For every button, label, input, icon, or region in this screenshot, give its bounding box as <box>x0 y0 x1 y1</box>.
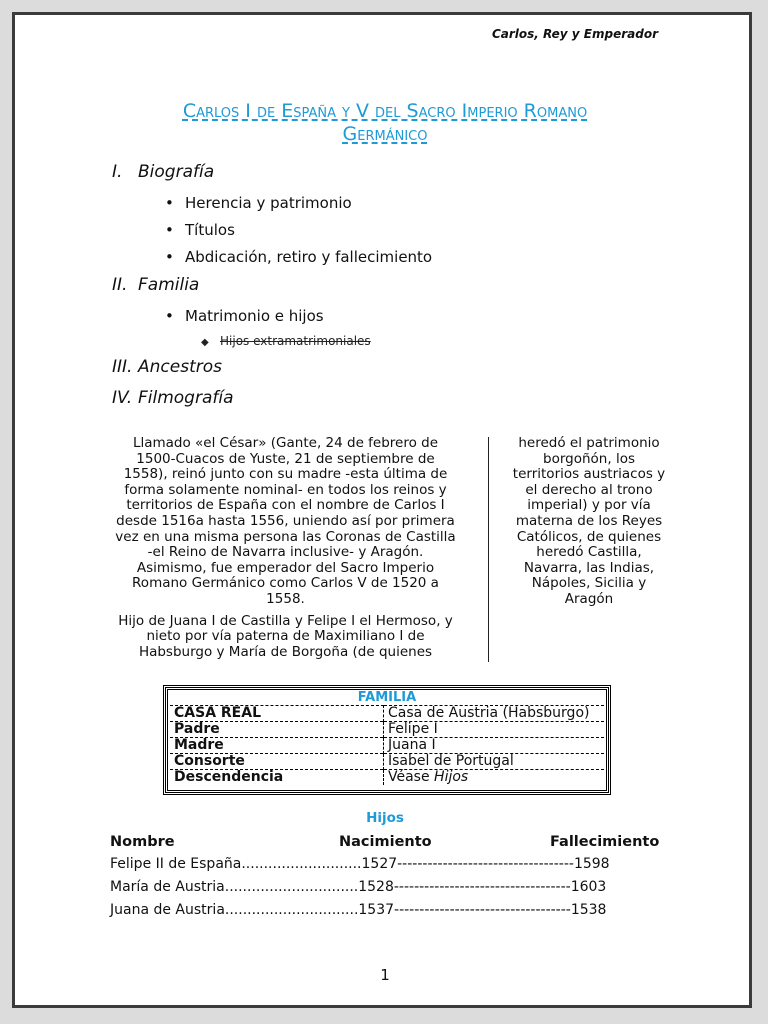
title-line-1[interactable]: Carlos I de España y V del Sacro Imperio Romano <box>182 100 588 122</box>
list-item: María de Austria..............................1528-----------------------------------1603 <box>110 879 607 895</box>
bullet-icon: • <box>165 307 174 325</box>
table-row <box>170 754 604 770</box>
familia-table <box>165 687 609 793</box>
toc-subitem-extramatrimoniales[interactable] <box>201 334 371 348</box>
toc-subitem-label: Hijos extramatrimoniales <box>220 334 371 348</box>
diamond-bullet-icon: ◆ <box>201 337 209 348</box>
toc-section-ancestros[interactable] <box>112 357 222 377</box>
table-value: Casa de Austria (Habsburgo) <box>384 706 605 722</box>
column-header-fallecimiento: Fallecimiento <box>550 834 660 850</box>
toc-item-herencia[interactable] <box>165 194 352 212</box>
table-row <box>170 706 604 722</box>
table-key: Madre <box>170 738 384 754</box>
page-title[interactable] <box>75 100 695 146</box>
section-label: Filmografía <box>138 388 234 408</box>
table-key: Consorte <box>170 754 384 770</box>
table-key: Descendencia <box>170 770 384 786</box>
hijos-heading: Hijos <box>366 810 404 826</box>
section-number: II. <box>112 275 128 295</box>
section-label: Ancestros <box>138 357 222 377</box>
toc-item-label: Abdicación, retiro y fallecimiento <box>185 248 433 266</box>
list-item: Felipe II de España...........................1527-----------------------------------1598 <box>110 856 610 872</box>
section-number: IV. <box>112 388 133 408</box>
section-label: Familia <box>138 275 200 295</box>
body-right-column: heredó el patrimonio borgoñón, los territorios austriacos y el derecho al trono imperial) y por vía materna de los Reyes Católicos, de quienes heredó Castilla, Navarra, las Indias, Nápoles, Sicilia y Aragón <box>512 435 666 607</box>
section-number: III. <box>112 357 133 377</box>
toc-item-matrimonio[interactable] <box>165 307 324 325</box>
hijos-link[interactable]: Hijos <box>434 769 469 785</box>
toc-item-label: Títulos <box>185 221 235 239</box>
toc-item-label: Matrimonio e hijos <box>185 307 324 325</box>
bullet-icon: • <box>165 194 174 212</box>
section-number: I. <box>112 162 123 182</box>
page-number: 1 <box>380 966 390 984</box>
body-left-column <box>113 436 458 666</box>
table-row <box>170 738 604 754</box>
table-value <box>384 770 605 786</box>
table-value: Juana I <box>384 738 605 754</box>
document-page <box>12 12 752 1008</box>
section-label: Biografía <box>138 162 215 182</box>
table-row <box>170 722 604 738</box>
toc-item-label: Herencia y patrimonio <box>185 194 352 212</box>
column-header-nombre: Nombre <box>110 834 175 850</box>
running-header: Carlos, Rey y Emperador <box>491 27 658 41</box>
body-paragraph: Hijo de Juana I de Castilla y Felipe I el Hermoso, y nieto por vía paterna de Maximiliano I de Habsburgo y María de Borgoña (de quienes <box>118 612 453 660</box>
table-key: Padre <box>170 722 384 738</box>
toc-section-biografia[interactable] <box>112 162 214 182</box>
title-line-2[interactable]: Germánico <box>342 123 428 145</box>
value-prefix: Véase <box>388 769 435 785</box>
toc-section-familia[interactable] <box>112 275 199 295</box>
column-header-nacimiento: Nacimiento <box>339 834 432 850</box>
body-paragraph: Llamado «el César» (Gante, 24 de febrero de 1500-Cuacos de Yuste, 21 de septiembre de 1558), reinó junto con su madre -esta última de forma solamente nominal- en todos los reinos y territorios de España con el nombre de Carlos I desde 1516a hasta 1556, uniendo así por primera vez en una misma persona las Coronas de Castilla -el Reino de Navarra inclusive- y Aragón. Asimismo, fue emperador del Sacro Imperio Romano Germánico como Carlos V de 1520 a 1558. <box>115 435 456 607</box>
toc-item-abdicacion[interactable] <box>165 248 432 266</box>
table-value: Isabel de Portugal <box>384 754 605 770</box>
toc-item-titulos[interactable] <box>165 221 235 239</box>
toc-section-filmografia[interactable] <box>112 388 234 408</box>
table-row <box>170 770 604 786</box>
table-key: CASA REAL <box>170 706 384 722</box>
bullet-icon: • <box>165 221 174 239</box>
table-heading: FAMILIA <box>357 690 417 705</box>
column-divider <box>488 437 489 662</box>
bullet-icon: • <box>165 248 174 266</box>
table-value: Felipe I <box>384 722 605 738</box>
list-item: Juana de Austria..............................1537-----------------------------------1538 <box>110 902 607 918</box>
